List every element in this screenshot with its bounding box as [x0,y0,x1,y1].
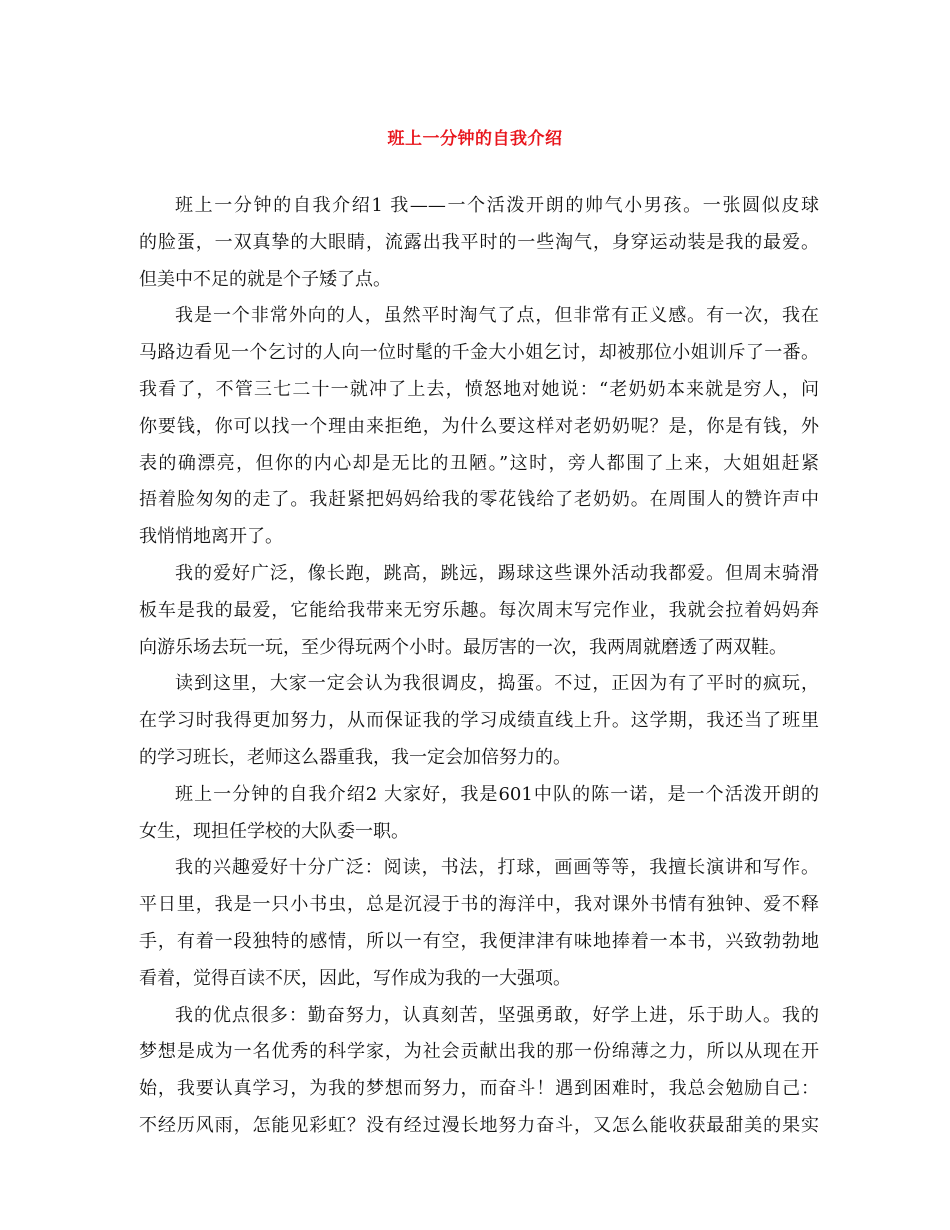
text-line: 你要钱，你可以找一个理由来拒绝，为什么要这样对老奶奶呢？是，你是有钱，外 [139,415,819,437]
text-line: 我悄悄地离开了。 [139,526,283,548]
text-line: 女生，现担任学校的大队委一职。 [139,820,409,842]
text-line: 在学习时我得更加努力，从而保证我的学习成绩直线上升。这学期，我还当了班里 [139,710,819,732]
text-line: 但美中不足的就是个子矮了点。 [139,268,391,290]
text-line: 捂着脸匆匆的走了。我赶紧把妈妈给我的零花钱给了老奶奶。在周围人的赞许声中 [139,489,819,511]
text-line: 我的优点很多：勤奋努力，认真刻苦，坚强勇敢，好学上进，乐于助人。我的 [175,1004,819,1026]
text-line: 表的确漂亮，但你的内心却是无比的丑陋。”这时，旁人都围了上来，大姐姐赶紧 [139,452,819,474]
text-line: 我的爱好广泛，像长跑，跳高，跳远，踢球这些课外活动我都爱。但周末骑滑 [175,562,819,584]
text-line: 手，有着一段独特的感情，所以一有空，我便津津有味地捧着一本书，兴致勃勃地 [139,930,819,952]
text-line: 我看了，不管三七二十一就冲了上去，愤怒地对她说：“老奶奶本来就是穷人，问 [139,378,819,400]
text-line: 马路边看见一个乞讨的人向一位时髦的千金大小姐乞讨，却被那位小姐训斥了一番。 [139,342,819,364]
text-line: 始，我要认真学习，为我的梦想而努力，而奋斗！遇到困难时，我总会勉励自己： [139,1078,819,1100]
text-line: 平日里，我是一只小书虫，总是沉浸于书的海洋中，我对课外书情有独钟、爱不释 [139,894,819,916]
text-line: 读到这里，大家一定会认为我很调皮，捣蛋。不过，正因为有了平时的疯玩， [175,673,819,695]
text-line: 不经历风雨，怎能见彩虹？没有经过漫长地努力奋斗，又怎么能收获最甜美的果实 [139,1114,819,1136]
text-line: 我是一个非常外向的人，虽然平时淘气了点，但非常有正义感。有一次，我在 [175,305,819,327]
document-title: 班上一分钟的自我介绍 [387,129,563,149]
text-line: 梦想是成为一名优秀的科学家，为社会贡献出我的那一份绵薄之力，所以从现在开 [139,1041,819,1063]
text-line: 我的兴趣爱好十分广泛：阅读，书法，打球，画画等等，我擅长演讲和写作。 [175,857,819,879]
document-body [139,188,819,1145]
text-line: 向游乐场去玩一玩，至少得玩两个小时。最厉害的一次，我两周就磨透了两双鞋。 [139,636,787,658]
text-line: 的学习班长，老师这么器重我，我一定会加倍努力的。 [139,746,571,768]
text-line: 班上一分钟的自我介绍2 大家好，我是601中队的陈一诺，是一个活泼开朗的 [175,783,819,805]
text-line: 板车是我的最爱，它能给我带来无穷乐趣。每次周末写完作业，我就会拉着妈妈奔 [139,599,819,621]
text-line: 的脸蛋，一双真挚的大眼睛，流露出我平时的一些淘气，身穿运动装是我的最爱。 [139,231,819,253]
text-line: 看着，觉得百读不厌，因此，写作成为我的一大强项。 [139,967,571,989]
text-line: 班上一分钟的自我介绍1 我——一个活泼开朗的帅气小男孩。一张圆似皮球 [175,195,819,216]
